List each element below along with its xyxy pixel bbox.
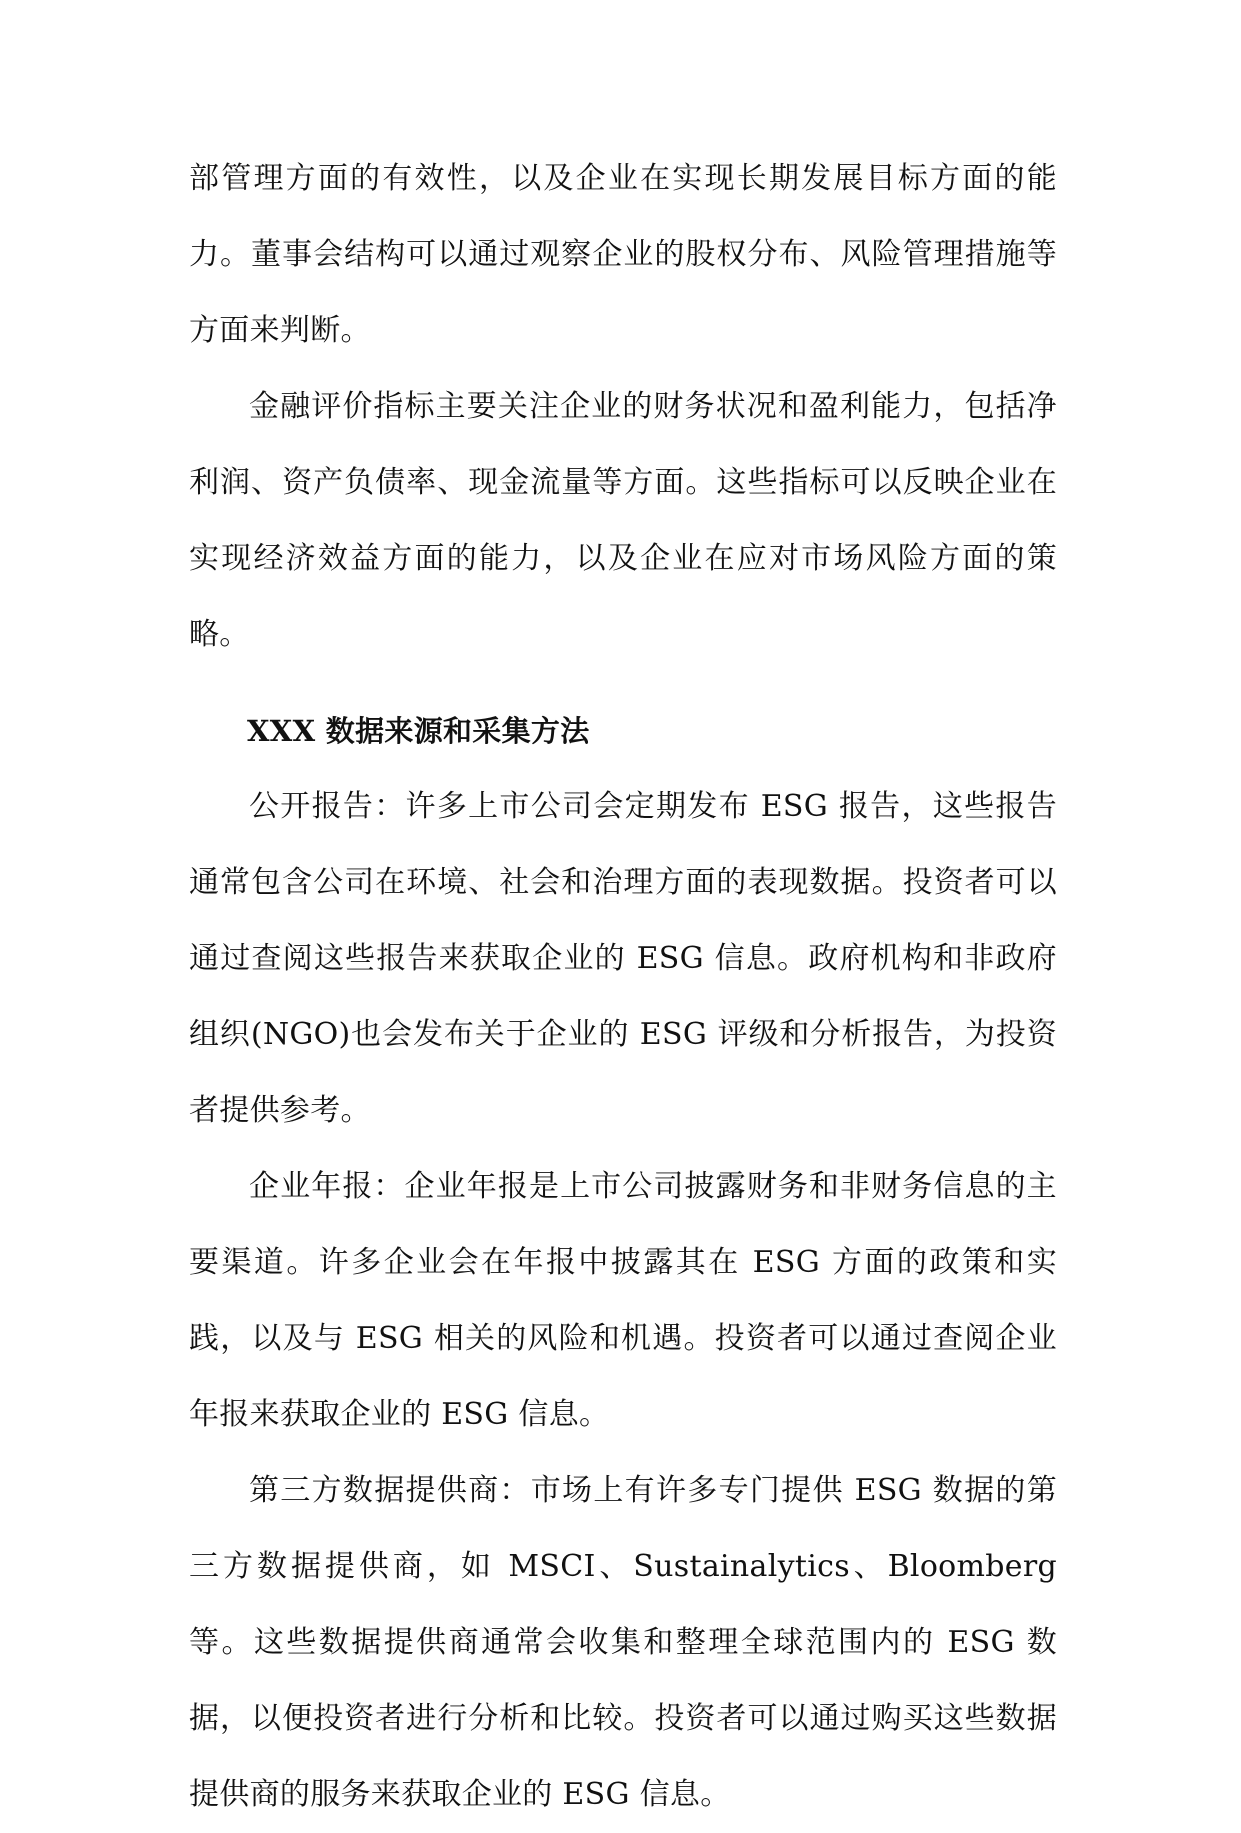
document-body — [189, 141, 1057, 1833]
paragraph-public-reports: 公开报告：许多上市公司会定期发布 ESG 报告，这些报告通常包含公司在环境、社会和治理方面的表现数据。投资者可以通过查阅这些报告来获取企业的 ESG 信息。政府机构和非政府组织(NGO)也会发布关于企业的 ESG 评级和分析报告，为投资者提供参考。 — [189, 789, 1057, 1128]
paragraph-third-party-providers: 第三方数据提供商：市场上有许多专门提供 ESG 数据的第三方数据提供商，如 MSCI、Sustainalytics、Bloomberg 等。这些数据提供商通常会收集和整理全球范围内的 ESG 数据，以便投资者进行分析和比较。投资者可以通过购买这些数据提供商的服务来获取企业的 ESG 信息。 — [189, 1473, 1057, 1812]
paragraph-annual-reports: 企业年报：企业年报是上市公司披露财务和非财务信息的主要渠道。许多企业会在年报中披露其在 ESG 方面的政策和实践，以及与 ESG 相关的风险和机遇。投资者可以通过查阅企业年报来获取企业的 ESG 信息。 — [189, 1169, 1057, 1432]
paragraph-financial-indicators: 金融评价指标主要关注企业的财务状况和盈利能力，包括净利润、资产负债率、现金流量等方面。这些指标可以反映企业在实现经济效益方面的能力，以及企业在应对市场风险方面的策略。 — [189, 389, 1057, 652]
section-heading-data-sources: XXX 数据来源和采集方法 — [247, 714, 590, 748]
paragraph-governance-continued: 部管理方面的有效性，以及企业在实现长期发展目标方面的能力。董事会结构可以通过观察企业的股权分布、风险管理措施等方面来判断。 — [189, 161, 1057, 348]
